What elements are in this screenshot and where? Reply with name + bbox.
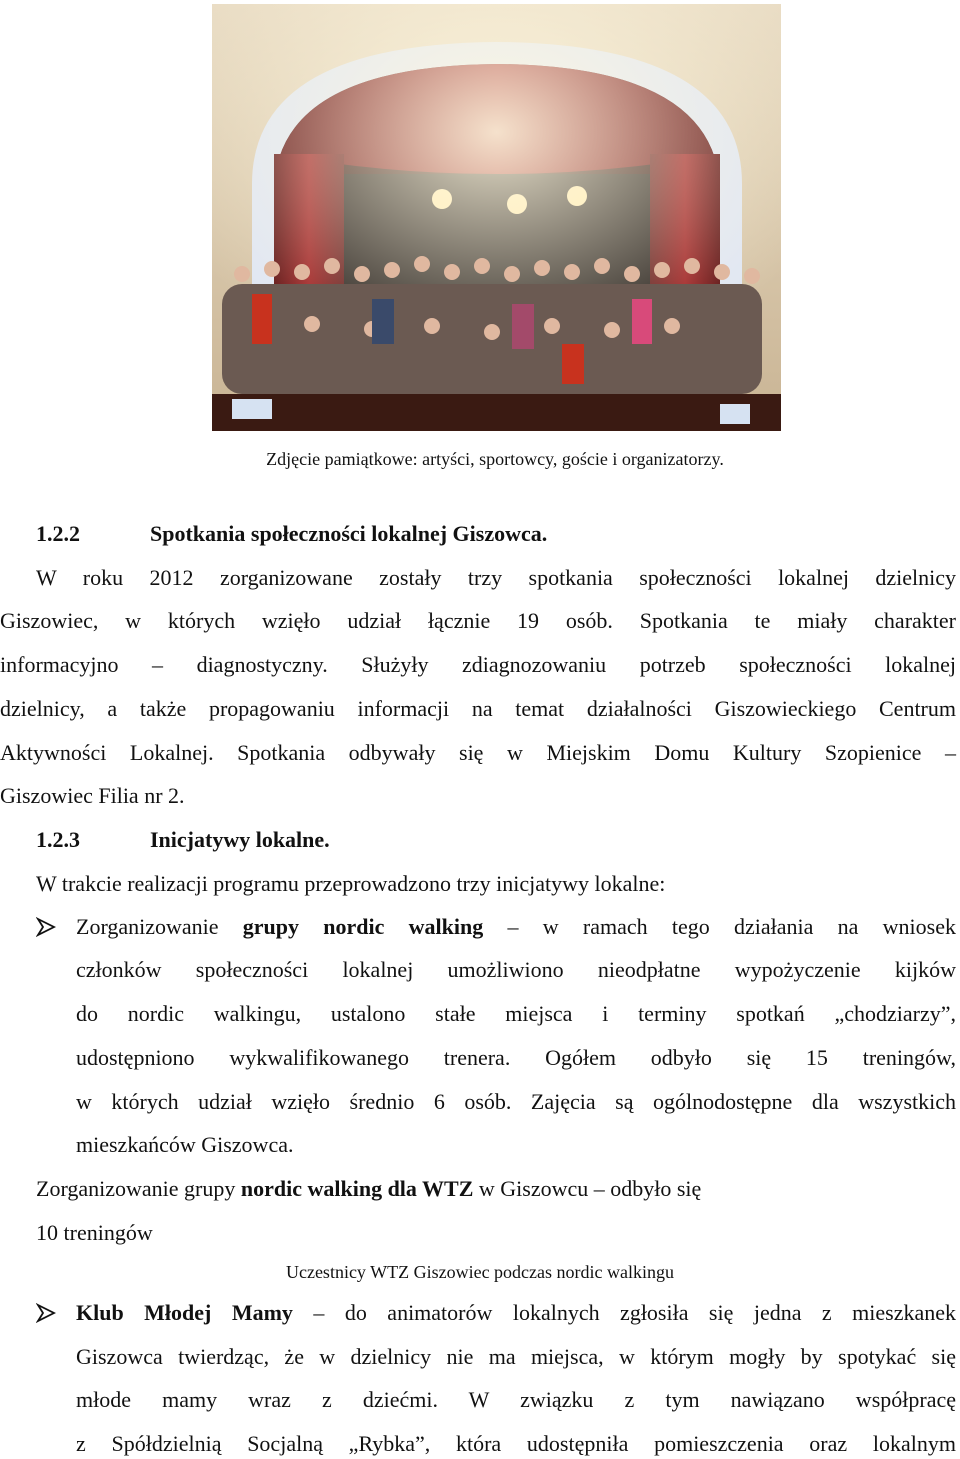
bullet-line: młode mamy wraz z dziećmi. W związku z tym nawiązano współpracę	[76, 1387, 956, 1412]
section-heading	[36, 827, 330, 853]
paragraph-line: W roku 2012 zorganizowane zostały trzy spotkania społeczności lokalnej dzielnicy	[36, 565, 956, 590]
bullet-line: do nordic walkingu, ustalono stałe miejsca i terminy spotkań „chodziarzy”,	[76, 1001, 956, 1026]
paragraph-line: informacyjno – diagnostyczny. Służyły zdiagnozowaniu potrzeb społeczności lokalnej	[0, 652, 956, 677]
bullet-line: członków społeczności lokalnej umożliwiono nieodpłatne wypożyczenie kijków	[76, 957, 956, 982]
section-number: 1.2.3	[36, 827, 80, 852]
section-heading	[36, 521, 547, 547]
intro-line: W trakcie realizacji programu przeprowadzono trzy inicjatywy lokalne:	[36, 871, 666, 896]
group-photo	[212, 4, 781, 431]
arrow-bullet-icon	[36, 1303, 56, 1323]
paragraph-line: dzielnicy, a także propagowaniu informacji na temat działalności Giszowieckiego Centrum	[0, 696, 956, 721]
bullet-line: Giszowca twierdząc, że w dzielnicy nie ma miejsca, w którym mogły by spotykać się	[76, 1344, 956, 1369]
bullet-line: Klub Młodej Mamy – do animatorów lokalnych zgłosiła się jedna z mieszkanek	[76, 1300, 957, 1325]
section-title: Spotkania społeczności lokalnej Giszowca.	[150, 521, 548, 546]
bullet-line: z Spółdzielnią Socjalną „Rybka”, która udostępniła pomieszczenia oraz lokalnym	[76, 1431, 956, 1456]
bullet-line: w których udział wzięło średnio 6 osób. Zajęcia są ogólnodostępne dla wszystkich	[76, 1089, 956, 1114]
paragraph-line: Giszowiec, w których wzięło udział łącznie 19 osób. Spotkania te miały charakter	[0, 608, 956, 633]
photo-caption: Uczestnicy WTZ Giszowiec podczas nordic walkingu	[285, 1262, 675, 1282]
bullet-line: Zorganizowanie grupy nordic walking – w ramach tego działania na wniosek	[76, 914, 956, 939]
section-title: Inicjatywy lokalne.	[150, 827, 330, 852]
bullet-line: mieszkańców Giszowca.	[76, 1132, 294, 1157]
photo-caption: Zdjęcie pamiątkowe: artyści, sportowcy, goście i organizatorzy.	[266, 449, 724, 469]
wtz-line: Zorganizowanie grupy nordic walking dla WTZ w Giszowcu – odbyło się	[36, 1176, 702, 1201]
section-number: 1.2.2	[36, 521, 80, 546]
wtz-line: 10 treningów	[36, 1220, 153, 1245]
paragraph-line: Aktywności Lokalnej. Spotkania odbywały się w Miejskim Domu Kultury Szopienice –	[0, 740, 956, 765]
bullet-line: udostępniono wykwalifikowanego trenera. Ogółem odbyło się 15 treningów,	[76, 1045, 956, 1070]
arrow-bullet-icon	[36, 917, 56, 937]
paragraph-line: Giszowiec Filia nr 2.	[0, 783, 185, 808]
